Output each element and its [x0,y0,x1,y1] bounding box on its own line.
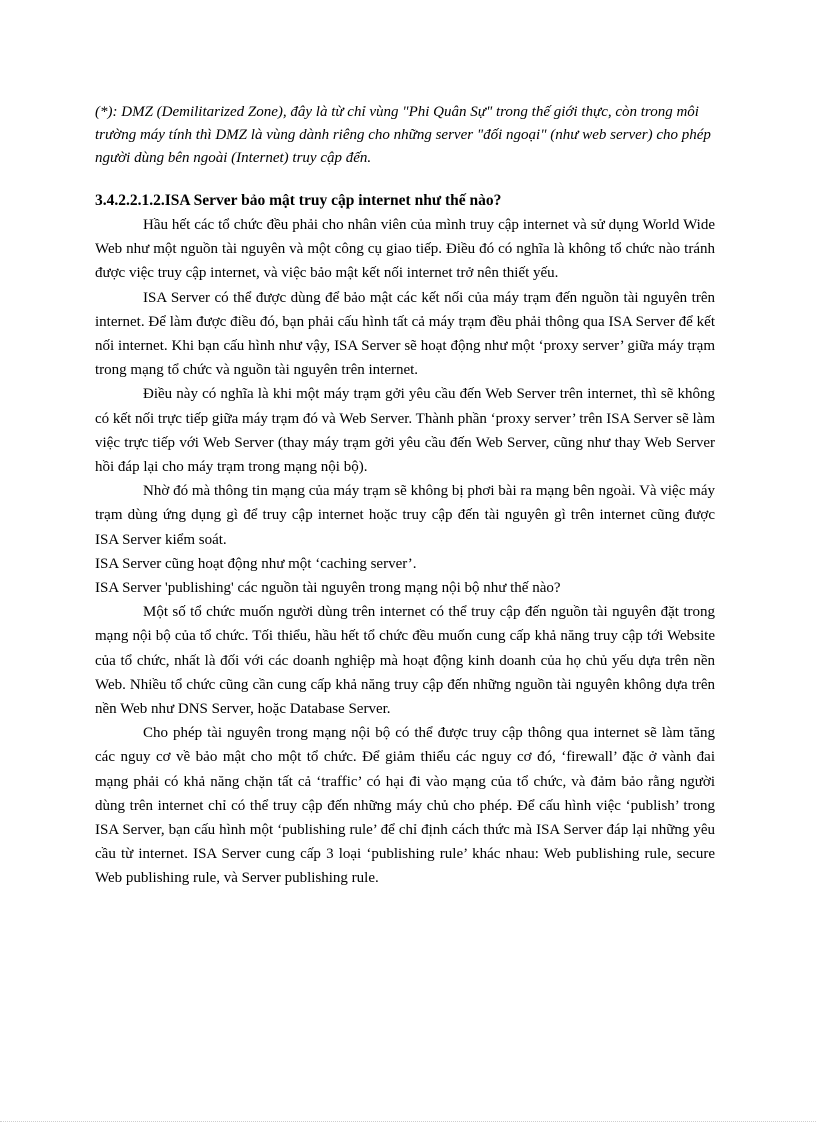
paragraph-5: Một số tổ chức muốn người dùng trên internet có thể truy cập đến nguồn tài nguyên đặt trong mạng nội bộ của tổ chức. Tối thiểu, hầu hết tổ chức đều muốn cung cấp khả năng truy cập tới Website của tổ chức, nhất là đối với các doanh nghiệp mà hoạt động kinh doanh của họ chủ yếu dựa trên nền Web. Nhiều tổ chức cũng cần cung cấp khả năng truy cập đến những nguồn tài nguyên không dựa trên nền Web như DNS Server, hoặc Database Server. [95,604,715,718]
publishing-question-line: ISA Server 'publishing' các nguồn tài nguyên trong mạng nội bộ như thế nào? [95,580,561,597]
paragraph-6: Cho phép tài nguyên trong mạng nội bộ có thể được truy cập thông qua internet sẽ làm tăng các nguy cơ về bảo mật cho một tổ chức. Để giảm thiểu các nguy cơ đó, ‘firewall’ đặc ở vành đai mạng phải có khả năng chặn tất cả ‘traffic’ có hại đi vào mạng của tổ chức, và đảm bảo rằng người dùng trên internet chỉ có thể truy cập đến những máy chủ cho phép. Để cấu hình việc ‘publish’ trong ISA Server, bạn cấu hình một ‘publishing rule’ để chỉ định cách thức mà ISA Server đáp lại những yêu cầu từ internet. ISA Server cung cấp 3 loại ‘publishing rule’ khác nhau: Web publishing rule, secure Web publishing rule, và Server publishing rule. [95,725,715,887]
dmz-footnote: (*): DMZ (Demilitarized Zone), đây là từ chỉ vùng "Phi Quân Sự" trong thế giới thực, còn trong môi trường máy tính thì DMZ là vùng dành riêng cho những server "đối ngoại" (như web server) cho phép người dùng bên ngoài (Internet) truy cập đến. [95,104,711,166]
paragraph-3: Điều này có nghĩa là khi một máy trạm gởi yêu cầu đến Web Server trên internet, thì sẽ không có kết nối trực tiếp giữa máy trạm đó và Web Server. Thành phần ‘proxy server’ trên ISA Server sẽ làm việc trực tiếp với Web Server (thay máy trạm gởi yêu cầu đến Web Server, cũng như thay Web Server hồi đáp lại cho máy trạm trong mạng nội bộ). [95,386,716,476]
section-heading: 3.4.2.2.1.2.ISA Server bảo mật truy cập internet như thế nào? [95,192,502,209]
paragraph-2: ISA Server có thể được dùng để bảo mật các kết nối của máy trạm đến nguồn tài nguyên trên internet. Để làm được điều đó, bạn phải cấu hình tất cả máy trạm đều phải thông qua ISA Server để kết nối internet. Khi bạn cấu hình như vậy, ISA Server sẽ hoạt động như một ‘proxy server’ giữa máy trạm trong mạng tổ chức và nguồn tài nguyên trên internet. [95,289,715,379]
document-page [95,101,715,891]
paragraph-4: Nhờ đó mà thông tin mạng của máy trạm sẽ không bị phơi bài ra mạng bên ngoài. Và việc máy trạm dùng ứng dụng gì để truy cập internet hoặc truy cập đến tài nguyên gì trên internet cũng được ISA Server kiểm soát. [95,483,715,548]
paragraph-1: Hầu hết các tổ chức đều phải cho nhân viên của mình truy cập internet và sử dụng World Wide Web như một nguồn tài nguyên và một công cụ giao tiếp. Điều đó có nghĩa là không tổ chức nào tránh được việc truy cập internet, và việc bảo mật kết nối internet trở nên thiết yếu. [95,217,715,282]
caching-server-line: ISA Server cũng hoạt động như một ‘caching server’. [95,555,417,572]
